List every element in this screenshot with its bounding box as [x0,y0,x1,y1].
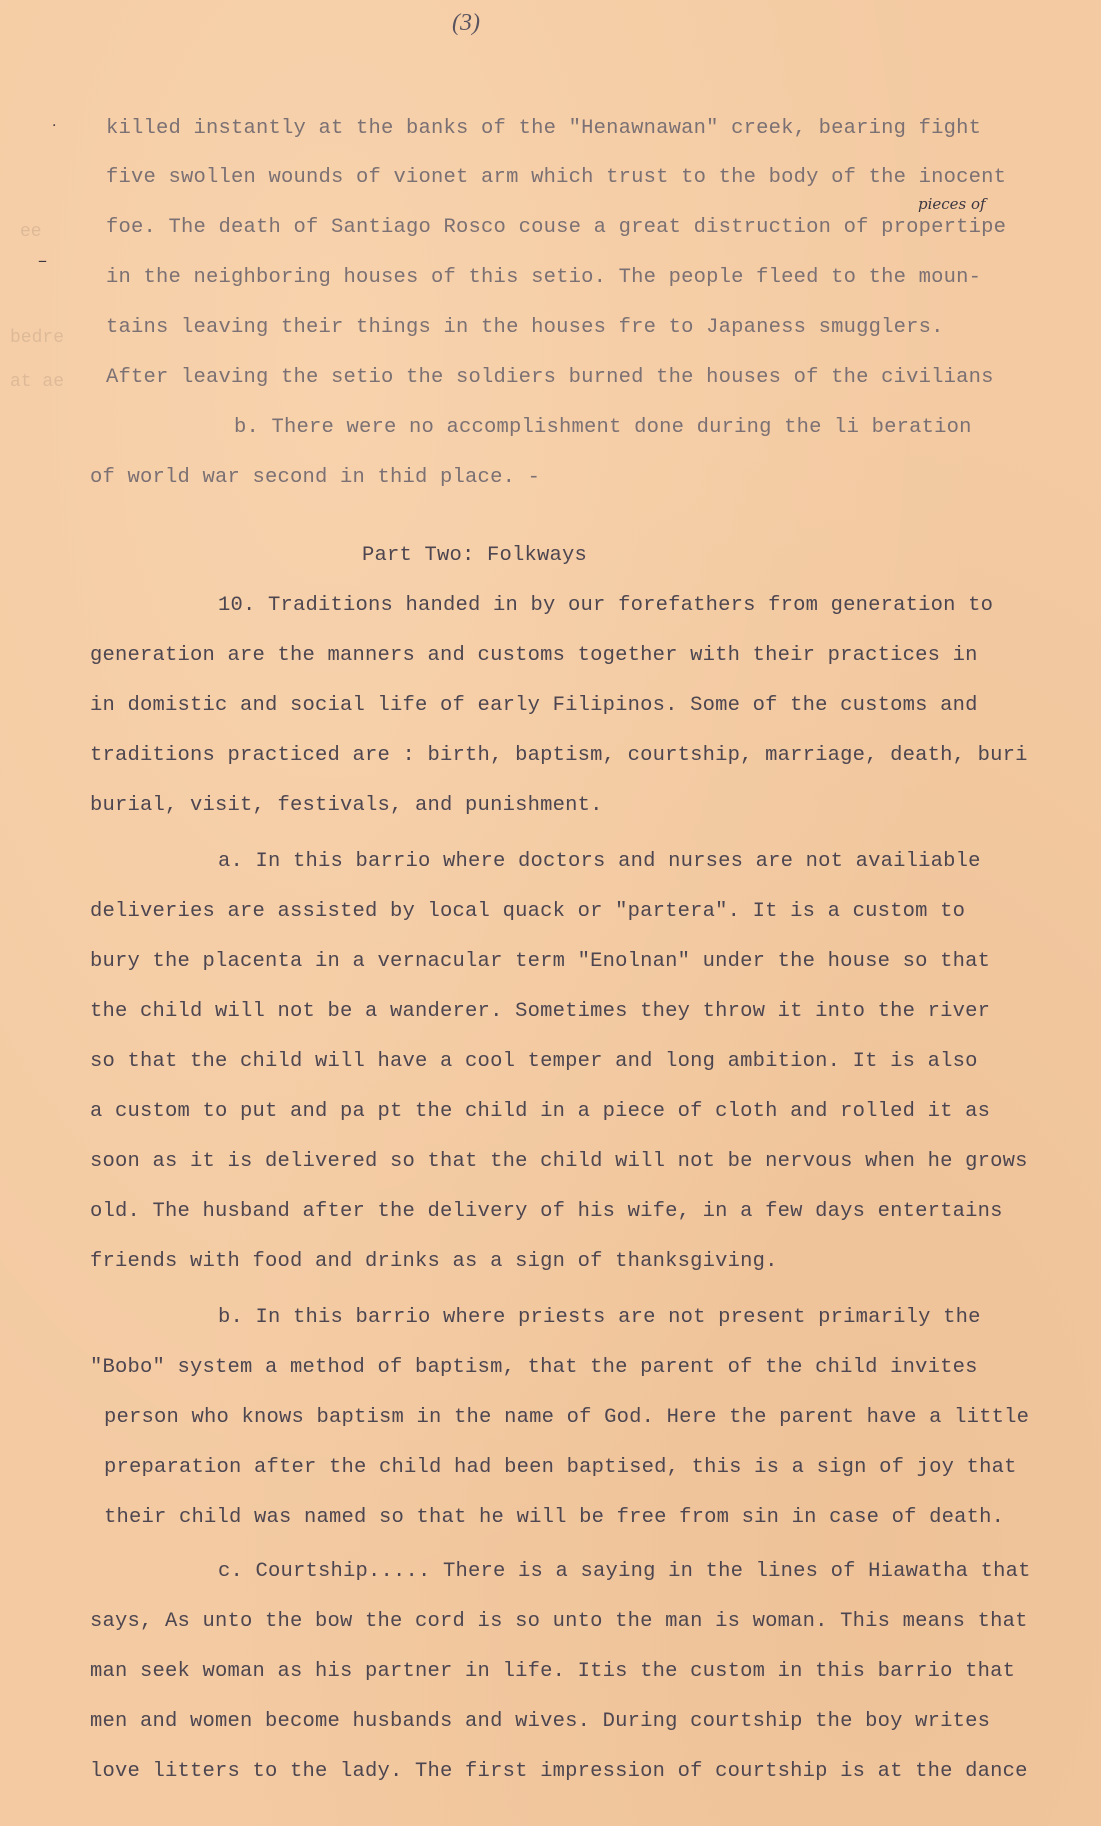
body-line-33: love litters to the lady. The first impression of courtship is at the dance [90,1760,1028,1783]
bleed-through-decoration: ee [20,222,42,242]
page-number: (3) [452,10,480,36]
body-line-24: b. In this barrio where priests are not present primarily the [218,1306,981,1329]
body-line-19: so that the child will have a cool temper and long ambition. It is also [90,1050,978,1073]
body-line-5: tains leaving their things in the houses fre to Japaness smugglers. [106,316,944,339]
margin-mark: · [52,118,57,134]
section-heading: Part Two: Folkways [362,544,588,567]
body-line-15: a. In this barrio where doctors and nurses are not availiable [218,850,981,873]
body-line-3: foe. The death of Santiago Rosco couse a great distruction of propertipe [106,216,1007,239]
body-line-8: of world war second in thid place. - [90,466,541,489]
body-line-4: in the neighboring houses of this setio. The people fleed to the moun- [106,266,982,289]
body-line-32: men and women become husbands and wives. During courtship the boy writes [90,1710,991,1733]
body-line-10: 10. Traditions handed in by our forefathers from generation to [218,594,994,617]
body-line-27: preparation after the child had been baptised, this is a sign of joy that [104,1456,1017,1479]
body-line-26: person who knows baptism in the name of God. Here the parent have a little [104,1406,1030,1429]
body-line-22: old. The husband after the delivery of his wife, in a few days entertains [90,1200,1003,1223]
body-line-28: their child was named so that he will be free from sin in case of death. [104,1506,1005,1529]
body-line-18: the child will not be a wanderer. Sometimes they throw it into the river [90,1000,991,1023]
bleed-through-decoration: bedre [10,328,65,348]
body-line-23: friends with food and drinks as a sign of thanksgiving. [90,1250,778,1273]
body-line-13: traditions practiced are : birth, baptism, courtship, marriage, death, buri [90,744,1028,767]
body-line-7: b. There were no accomplishment done during the li beration [234,416,972,439]
body-line-20: a custom to put and pa pt the child in a piece of cloth and rolled it as [90,1100,991,1123]
body-line-1: killed instantly at the banks of the "Henawnawan" creek, bearing fight [106,117,982,140]
body-line-17: bury the placenta in a vernacular term "Enolnan" under the house so that [90,950,991,973]
body-line-31: man seek woman as his partner in life. Itis the custom in this barrio that [90,1660,1016,1683]
body-line-30: says, As unto the bow the cord is so unto the man is woman. This means that [90,1610,1028,1633]
body-line-21: soon as it is delivered so that the child will not be nervous when he grows [90,1150,1028,1173]
body-line-29: c. Courtship..... There is a saying in the lines of Hiawatha that [218,1560,1031,1583]
bleed-through-decoration: at ae [10,372,65,392]
body-line-6: After leaving the setio the soldiers burned the houses of the civilians [106,366,994,389]
margin-mark: – [38,250,47,271]
body-line-12: in domistic and social life of early Filipinos. Some of the customs and [90,694,978,717]
handwritten-annotation: pieces of [918,195,986,213]
body-line-25: "Bobo" system a method of baptism, that the parent of the child invites [90,1356,978,1379]
body-line-14: burial, visit, festivals, and punishment. [90,794,603,817]
body-line-2: five swollen wounds of vionet arm which trust to the body of the inocent [106,166,1007,189]
body-line-11: generation are the manners and customs together with their practices in [90,644,978,667]
body-line-16: deliveries are assisted by local quack or "partera". It is a custom to [90,900,966,923]
